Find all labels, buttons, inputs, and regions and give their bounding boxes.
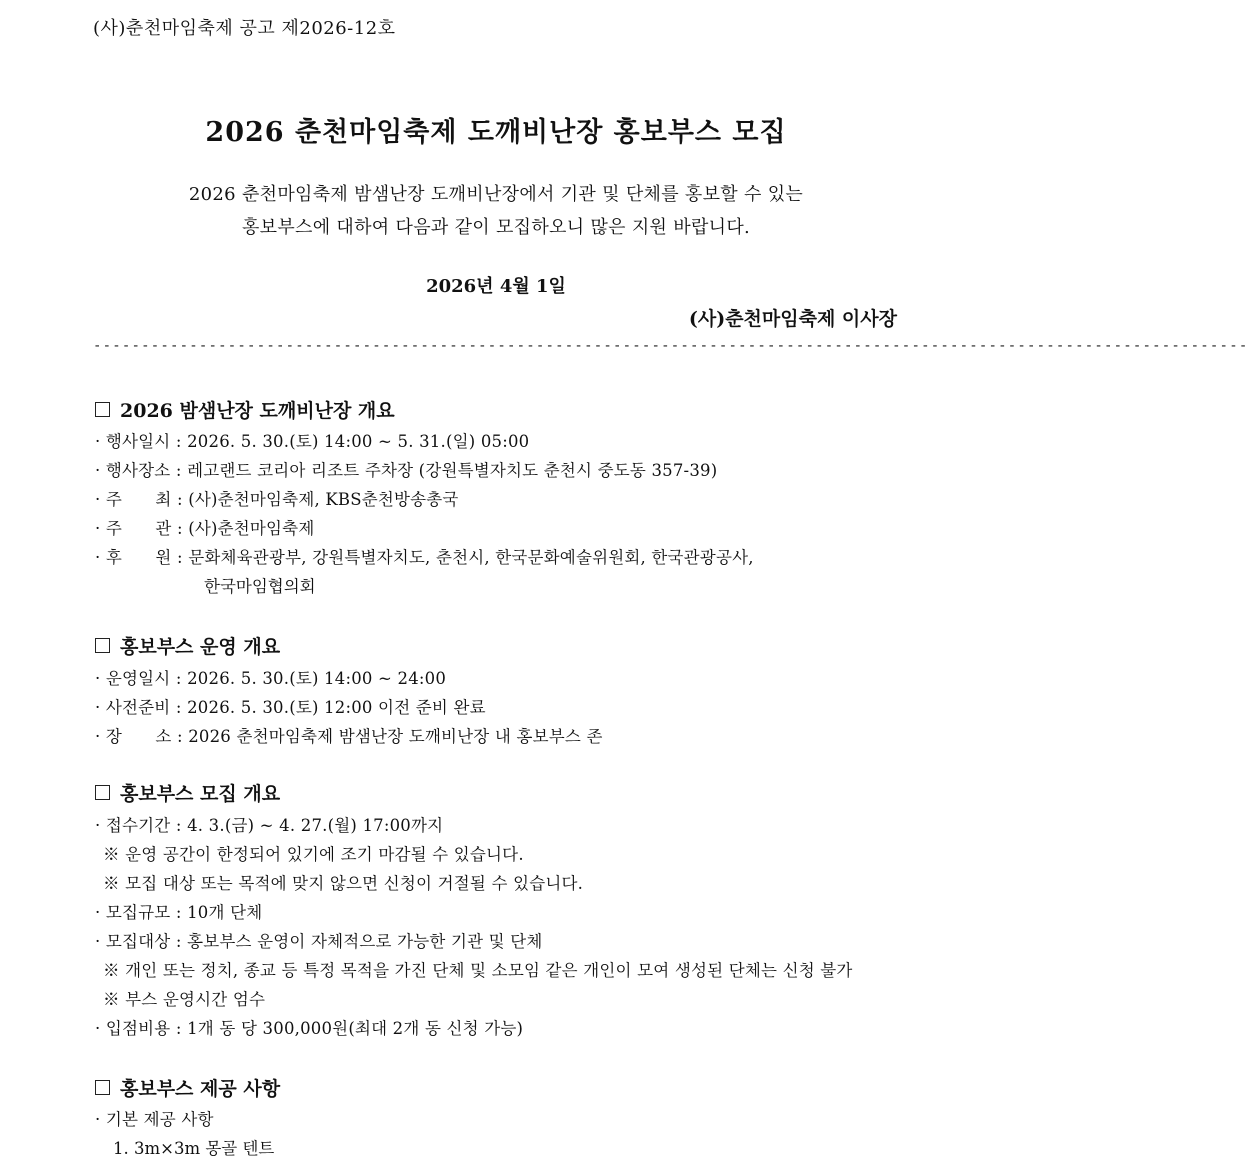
overview-item-venue: · 행사장소 : 레고랜드 코리아 리조트 주차장 (강원특별자치도 춘천시 중도동 357-39) [95,461,718,480]
intro-line-1: 2026 춘천마임축제 밤샘난장 도깨비난장에서 기관 및 단체를 홍보할 수 있는 [188,184,804,205]
overview-item-date: · 행사일시 : 2026. 5. 30.(토) 14:00 ~ 5. 31.(일) 05:00 [95,432,530,451]
checkbox-square-icon [95,402,110,417]
provision-item-1: 1. 3m×3m 몽골 텐트 [113,1139,275,1158]
recruitment-scale: · 모집규모 : 10개 단체 [95,903,263,922]
overview-sponsor-continuation: 한국마임협의회 [204,577,316,596]
overview-item-organizer: · 주 관 : (사)춘천마임축제 [95,519,315,538]
section-heading-recruitment [95,779,280,806]
dashed-divider: ------------------------------------------------------------------------------------------------------------------------ [93,338,1248,354]
section-heading-text: 홍보부스 제공 사항 [120,1078,281,1100]
overview-item-host: · 주 최 : (사)춘천마임축제, KBS춘천방송총국 [95,490,459,509]
recruitment-target-note-2: ※ 부스 운영시간 엄수 [103,990,266,1009]
recruitment-period: · 접수기간 : 4. 3.(금) ~ 4. 27.(월) 17:00까지 [95,816,444,835]
overview-item-sponsor: · 후 원 : 문화체육관광부, 강원특별자치도, 춘천시, 한국문화예술위원회, 한국관광공사, [95,548,754,567]
recruitment-fee: · 입점비용 : 1개 동 당 300,000원(최대 2개 동 신청 가능) [95,1019,524,1038]
notice-date: 2026년 4월 1일 [426,276,566,297]
checkbox-square-icon [95,785,110,800]
recruitment-period-note-1: ※ 운영 공간이 한정되어 있기에 조기 마감될 수 있습니다. [103,845,524,864]
operation-item-prep: · 사전준비 : 2026. 5. 30.(토) 12:00 이전 준비 완료 [95,698,486,717]
checkbox-square-icon [95,1080,110,1095]
operation-item-place: · 장 소 : 2026 춘천마임축제 밤샘난장 도깨비난장 내 홍보부스 존 [95,727,603,746]
checkbox-square-icon [95,638,110,653]
recruitment-period-note-2: ※ 모집 대상 또는 목적에 맞지 않으면 신청이 거절될 수 있습니다. [103,874,584,893]
intro-line-2: 홍보부스에 대하여 다음과 같이 모집하오니 많은 지원 바랍니다. [241,217,751,238]
section-heading-overview [95,396,395,423]
section-heading-text: 홍보부스 운영 개요 [120,636,281,658]
document-title: 2026 춘천마임축제 도깨비난장 홍보부스 모집 [205,117,787,148]
section-heading-provision [95,1074,280,1101]
section-heading-text: 2026 밤샘난장 도깨비난장 개요 [120,400,395,422]
recruitment-target: · 모집대상 : 홍보부스 운영이 자체적으로 가능한 기관 및 단체 [95,932,543,951]
operation-item-time: · 운영일시 : 2026. 5. 30.(토) 14:00 ~ 24:00 [95,669,447,688]
notice-number: (사)춘천마임축제 공고 제2026-12호 [93,18,396,39]
provision-basic: · 기본 제공 사항 [95,1110,214,1129]
section-heading-text: 홍보부스 모집 개요 [120,783,281,805]
recruitment-target-note-1: ※ 개인 또는 정치, 종교 등 특정 목적을 가진 단체 및 소모임 같은 개인이 모여 생성된 단체는 신청 불가 [103,961,853,980]
section-heading-booth-operation [95,632,280,659]
issuer: (사)춘천마임축제 이사장 [688,308,897,330]
